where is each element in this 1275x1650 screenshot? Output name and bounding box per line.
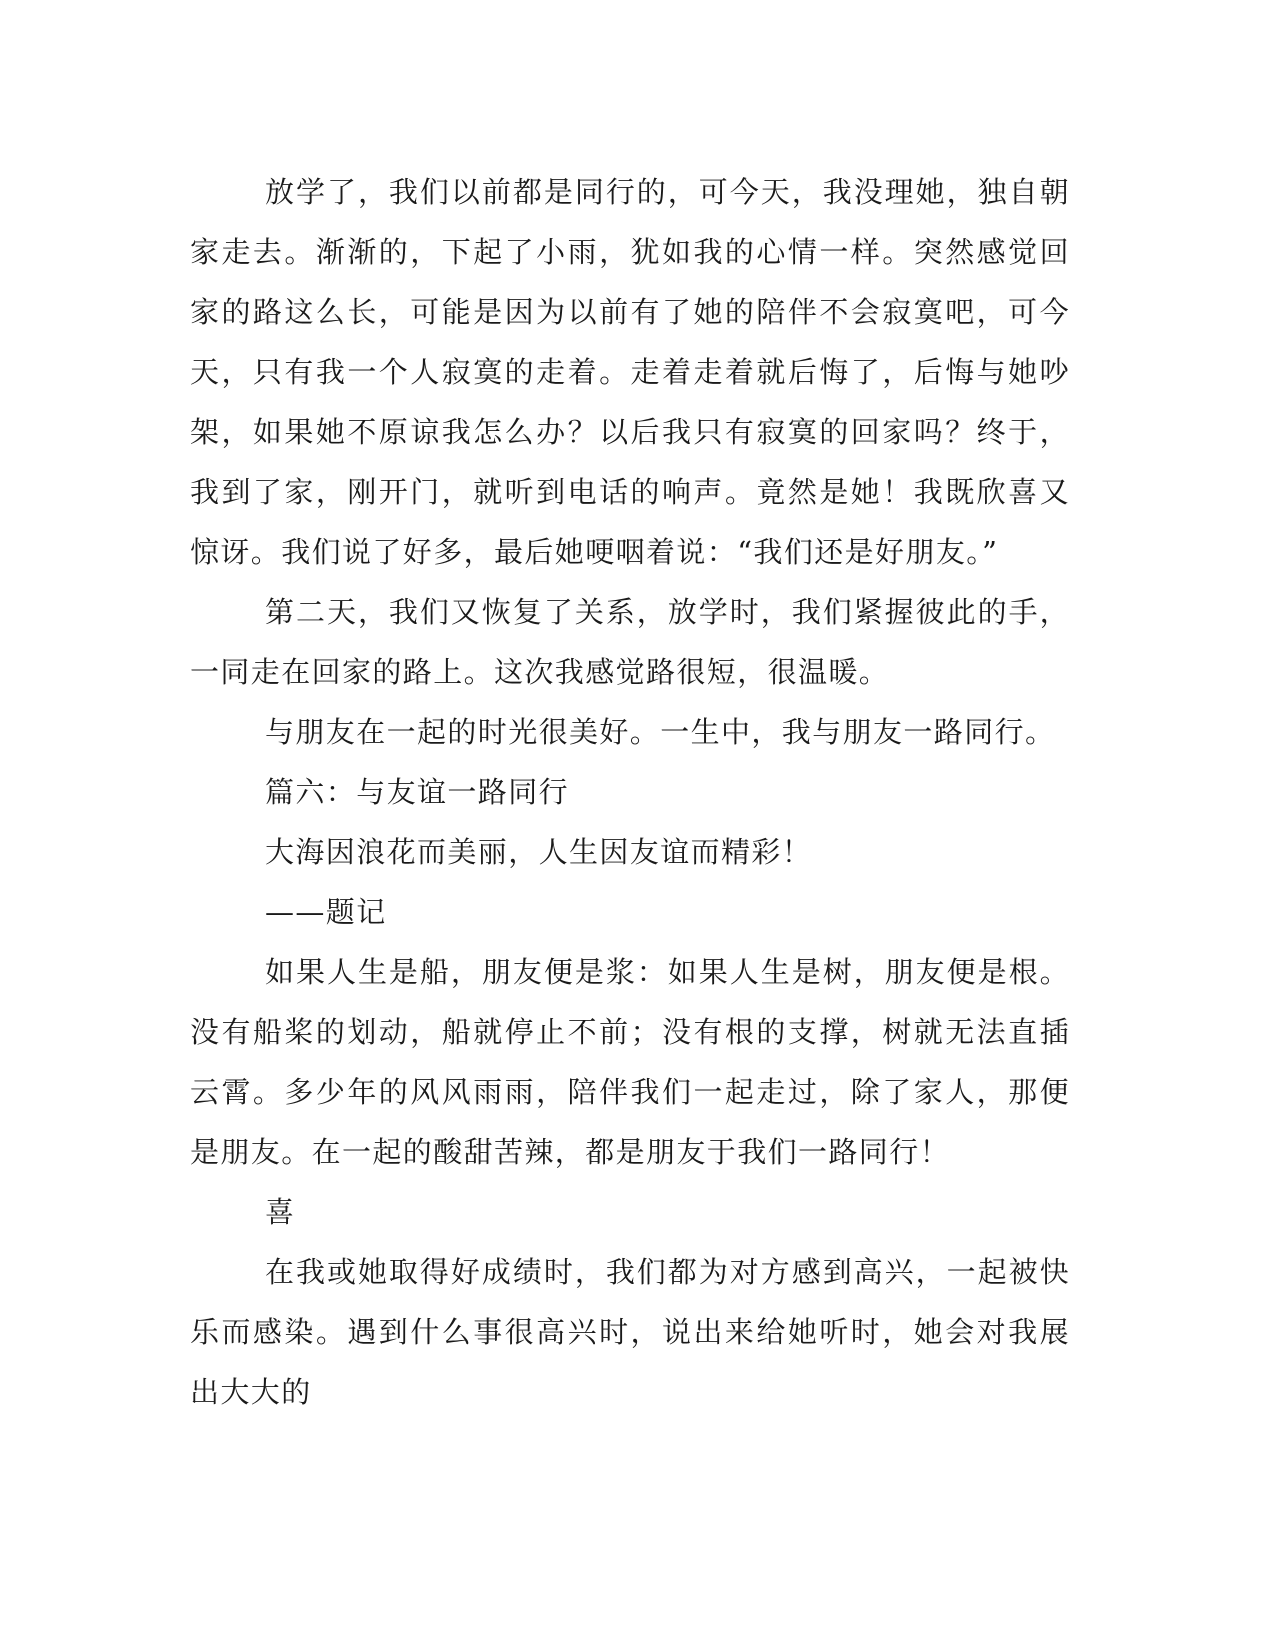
section-heading: 篇六：与友谊一路同行 (265, 775, 570, 809)
paragraph-good-times: 与朋友在一起的时光很美好。一生中，我与朋友一路同行。 (265, 715, 1056, 749)
subheading-joy: 喜 (265, 1195, 296, 1229)
paragraph-joy: 在我或她取得好成绩时，我们都为对方感到高兴，一起被快乐而感染。遇到什么事很高兴时，说出来给她听时，她会对我展出大大的 (190, 1255, 1070, 1409)
epigraph-attribution: ——题记 (265, 895, 387, 929)
epigraph: 大海因浪花而美丽，人生因友谊而精彩！ (265, 835, 813, 869)
paragraph-metaphor: 如果人生是船，朋友便是浆：如果人生是树，朋友便是根。没有船桨的划动，船就停止不前；没有根的支撑，树就无法直插云霄。多少年的风风雨雨，陪伴我们一起走过，除了家人，那便是朋友。在一起的酸甜苦辣，都是朋友于我们一路同行！ (190, 955, 1070, 1169)
document-body (190, 162, 1070, 1422)
paragraph-walk-home: 放学了，我们以前都是同行的，可今天，我没理她，独自朝家走去。渐渐的，下起了小雨，犹如我的心情一样。突然感觉回家的路这么长，可能是因为以前有了她的陪伴不会寂寞吧，可今天，只有我一个人寂寞的走着。走着走着就后悔了，后悔与她吵架，如果她不原谅我怎么办？以后我只有寂寞的回家吗？终于，我到了家，刚开门，就听到电话的响声。竟然是她！我既欣喜又惊讶。我们说了好多，最后她哽咽着说：“我们还是好朋友。” (190, 175, 1070, 569)
paragraph-next-day: 第二天，我们又恢复了关系，放学时，我们紧握彼此的手，一同走在回家的路上。这次我感觉路很短，很温暖。 (190, 595, 1070, 689)
